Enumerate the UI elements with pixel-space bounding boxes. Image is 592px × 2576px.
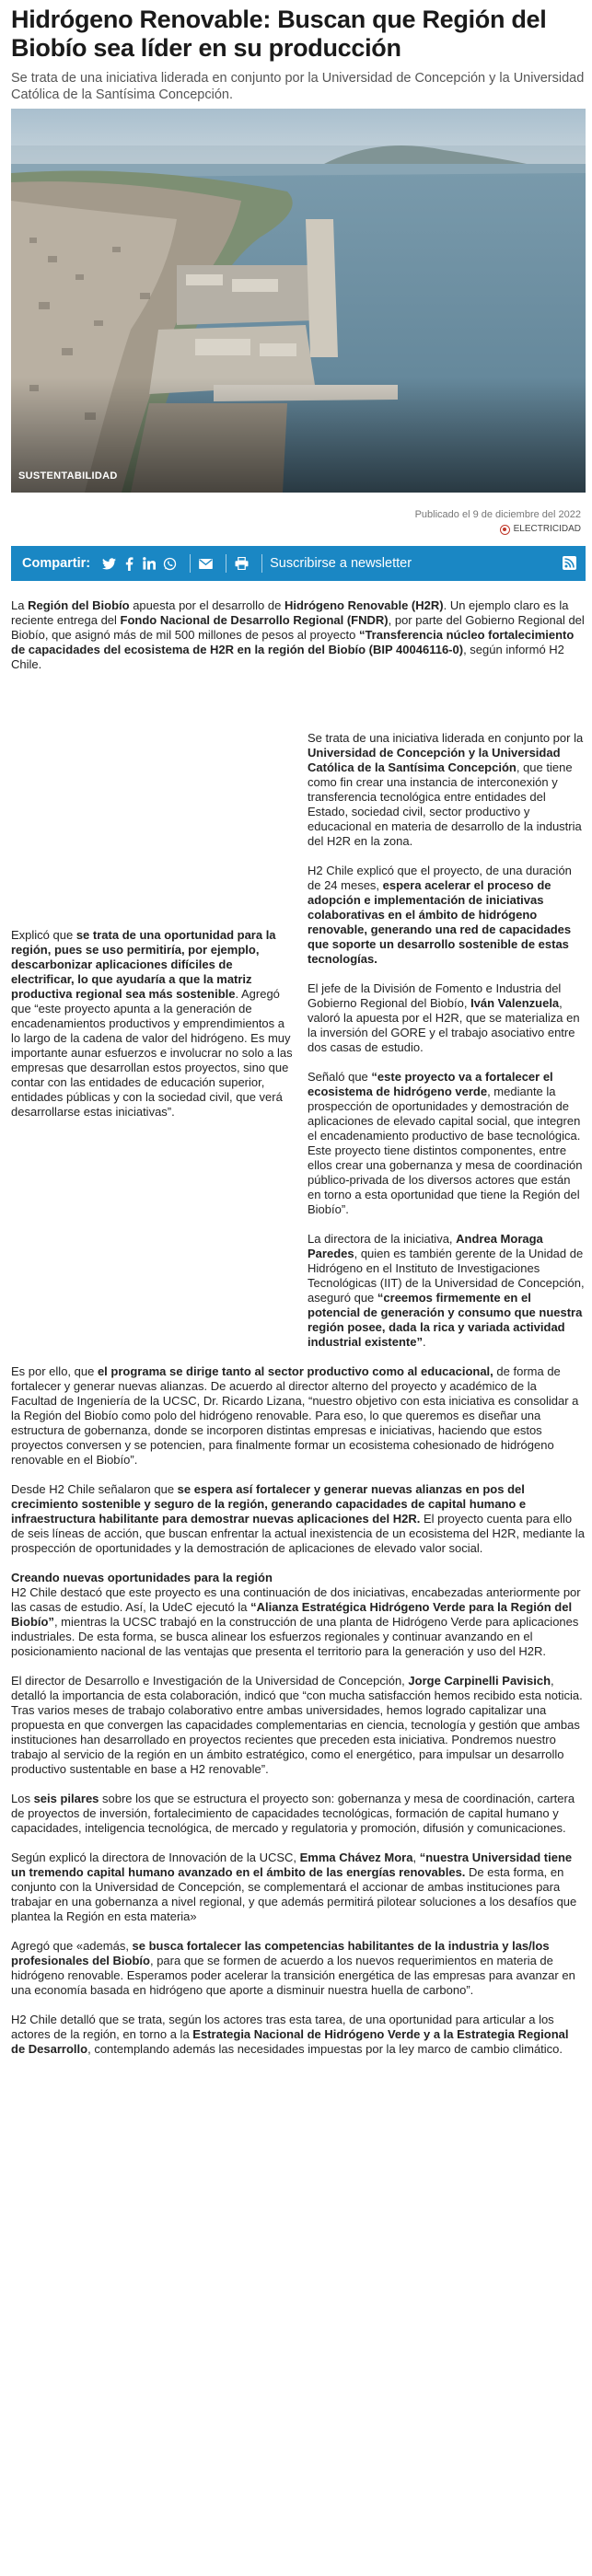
facebook-icon[interactable]	[122, 555, 136, 572]
paragraph: Explicó que se trata de una oportunidad para la región, pues se uso permitiría, por ejemplo, descarbonizar aplicaciones difíciles de electrificar, lo que ayudaría a que la matriz productiva regional sea más sostenible. Agregó que “este proyecto apunta a la generación de encadenamientos productivos y emprendimientos a lo largo de la cadena de valor del hidrógeno. Es muy importante aunar esfuerzos e involucrar no solo a las empresas que desarrollan estos proyectos, sino que contar con las entidades de educación superior, entidades públicas y con la sociedad civil, que verá desarrollarse estas iniciativas”.	[11, 928, 293, 1119]
paragraph: Se trata de una iniciativa liderada en conjunto por la Universidad de Concepción y la Universidad Católica de la Santísima Concepción, que tiene como fin crear una instancia de interconexión y transferencia tecnológica entre entidades del Estado, sociedad civil, sector productivo y educacional en materia de desarrollo de la industria del H2R en la zona.	[308, 731, 584, 848]
paragraph: Es por ello, que el programa se dirige tanto al sector productivo como al educacional, de forma de fortalecer y generar nuevas alianzas. De acuerdo al director alterno del proyecto y académico de la Facultad de Ingeniería de la UCSC, Dr. Ricardo Lizana, “nuestro objetivo con esta iniciativa es consolidar a la Región del Biobío como polo del hidrógeno renovable. Para eso, lo que queremos es diseñar una estructura de gobernanza, donde se incorporen distintas empresas e iniciativas, haciendo que estos proyectos conversen y se potencien, para finalmente formar un ecosistema cohesionado de hidrógeno renovable en el Biobío”.	[11, 1364, 579, 1467]
paragraph: Desde H2 Chile señalaron que se espera así fortalecer y generar nuevas alianzas en pos del crecimiento sostenible y seguro de la región, generando capacidades de capital humano e infraestructura habilitante para demostrar nuevas aplicaciones del H2R. El proyecto cuenta para ello de seis líneas de acción, que buscan enfrentar la actual inexistencia de un ecosistema del H2R, mediante la prospección de oportunidades y la demostración de aplicaciones de elevado valor social.	[11, 1482, 585, 1555]
paragraph: H2 Chile explicó que el proyecto, de una duración de 24 meses, espera acelerar el proceso de adopción e implementación de iniciativas colaborativas en el ámbito de hidrógeno renovable, generando una red de capacidades que soporte un desarrollo sostenible de estas tecnologías.	[308, 864, 572, 966]
section-heading: Creando nuevas oportunidades para la región	[11, 1571, 273, 1584]
rss-icon[interactable]	[563, 556, 576, 570]
paragraph: Los seis pilares sobre los que se estructura el proyecto son: gobernanza y mesa de coordinación, cartera de proyectos de inversión, fortalecimiento de capacidades tecnológicas, formación de capital humano y capacidades, inteligencia tecnológica, de mercado y regulatoria y promoción, difusión y comunicaciones.	[11, 1792, 575, 1835]
share-bar	[11, 546, 586, 581]
whatsapp-icon[interactable]	[162, 555, 177, 572]
paragraph: La Región del Biobío apuesta por el desarrollo de Hidrógeno Renovable (H2R). Un ejemplo claro es la reciente entrega del Fondo Nacional de Desarrollo Regional (FNDR), por parte del Gobierno Regional del Biobío, que asignó más de mil 500 millones de pesos al proyecto “Transferencia núcleo fortalecimiento de capacidades del ecosistema de H2R en la región del Biobío (BIP 40046116-0), según informó H2 Chile.	[11, 598, 585, 671]
linkedin-icon[interactable]	[142, 555, 157, 572]
port-aerial-photo	[11, 109, 586, 493]
category-link[interactable]	[415, 522, 581, 537]
paragraph: H2 Chile detalló que se trata, según los actores tras esta tarea, de una oportunidad para articular a los actores de la región, en torno a la Estrategia Nacional de Hidrógeno Verde y a la Estrategia Regional de Desarrollo, contemplando además las necesidades impuestas por la ley marco de cambio climático.	[11, 2013, 569, 2056]
category-label: ELECTRICIDAD	[513, 524, 581, 534]
article-body	[11, 598, 586, 2071]
article-meta	[415, 507, 581, 537]
publish-date: Publicado el 9 de diciembre del 2022	[414, 509, 581, 520]
paragraph: El jefe de la División de Fomento e Industria del Gobierno Regional del Biobío, Iván Valenzuela, valoró la apuesta por el H2R, que se materializa en la inversión del GORE y el trabajo asociativo entre dos casas de estudio.	[308, 981, 580, 1054]
page-title: Hidrógeno Renovable: Buscan que Región del Biobío sea líder en su producción	[11, 6, 547, 62]
hero-image	[11, 109, 586, 493]
side-column	[308, 731, 586, 1364]
image-category-tag: SUSTENTABILIDAD	[18, 470, 118, 482]
paragraph: El director de Desarrollo e Investigación de la Universidad de Concepción, Jorge Carpinelli Pavisich, detalló la importancia de esta colaboración, indicó que “con mucha satisfacción hemos recibido esta noticia. Tras varios meses de trabajo colaborativo entre ambas universidades, hemos logrado capitalizar una propuesta en que convergen las capacidades complementarias en ciencia, tecnología y gestión que ambas instituciones han desarrollado en proyectos recientes que preceden esta iniciativa. Pondremos nuestro trabajo al servicio de la región en un ámbito estratégico, como el energético, para impulsar un desarrollo productivo sustentable en base a H2 renovable”.	[11, 1674, 583, 1776]
email-icon[interactable]	[198, 555, 213, 572]
paragraph: Agregó que «además, se busca fortalecer las competencias habilitantes de la industria y las/los profesionales del Biobío, para que se formen de acuerdo a los nuevos requerimientos en materia de hidrógeno renovable. Esperamos poder acelerar la transición energética de las empresas para avanzar en una economía basada en hidrógeno que aporte a disminuir nuestra huella de carbono”.	[11, 1939, 575, 1997]
share-divider	[190, 554, 191, 573]
twitter-icon[interactable]	[101, 555, 116, 572]
paragraph: Según explicó la directora de Innovación de la UCSC, Emma Chávez Mora, “nuestra Universidad tiene un tremendo capital humano avanzado en el ámbito de las energías renovables. De esta forma, en conjunto con la Universidad de Concepción, se complementará el accionar de ambas instituciones para trabajar en una gobernanza a nivel regional, y que además permitirá pilotear soluciones a los desafíos que plantea la Región en esta materia»	[11, 1851, 577, 1923]
share-divider	[261, 554, 262, 573]
article-subtitle: Se trata de una iniciativa liderada en conjunto por la Universidad de Concepción y la Universidad Católica de la Santísima Concepción.	[11, 71, 585, 102]
paragraph: Señaló que “este proyecto va a fortalecer el ecosistema de hidrógeno verde, mediante la prospección de oportunidades y demostración de aplicaciones de elevado capital social, que integren el encadenamiento productivo de base tecnológica. Este proyecto tiene distintos componentes, entre ellos crear una gobernanza y mesa de coordinación público-privada de los diversos actores que están en torno a esta oportunidad que tiene la Región del Biobío”.	[308, 1070, 583, 1216]
share-label: Compartir:	[22, 556, 91, 571]
paragraph: Creando nuevas oportunidades para la región H2 Chile destacó que este proyecto es una continuación de dos iniciativas, encabezadas anteriormente por las casas de estudio. Así, la UdeC ejecutó la “Alianza Estratégica Hidrógeno Verde para la Región del Biobío”, mientras la UCSC trabajó en la construcción de una planta de Hidrógeno Verde para aplicaciones industriales. De esta forma, se busca alinear los esfuerzos regionales y continuar avanzando en el posicionamiento nacional de las ventajas que presenta el territorio para la generación y uso del H2R.	[11, 1571, 581, 1658]
newsletter-link[interactable]: Suscribirse a newsletter	[270, 556, 412, 571]
category-icon	[500, 525, 510, 535]
paragraph: La directora de la iniciativa, Andrea Moraga Paredes, quien es también gerente de la Unidad de Hidrógeno en el Instituto de Investigaciones Tecnológicas (IIT) de la Universidad de Concepción, aseguró que “creemos firmemente en el potencial de generación y consumo que nuestra región posee, dada la rica y variada actividad industrial existente”.	[308, 1232, 585, 1349]
print-icon[interactable]	[234, 555, 249, 572]
